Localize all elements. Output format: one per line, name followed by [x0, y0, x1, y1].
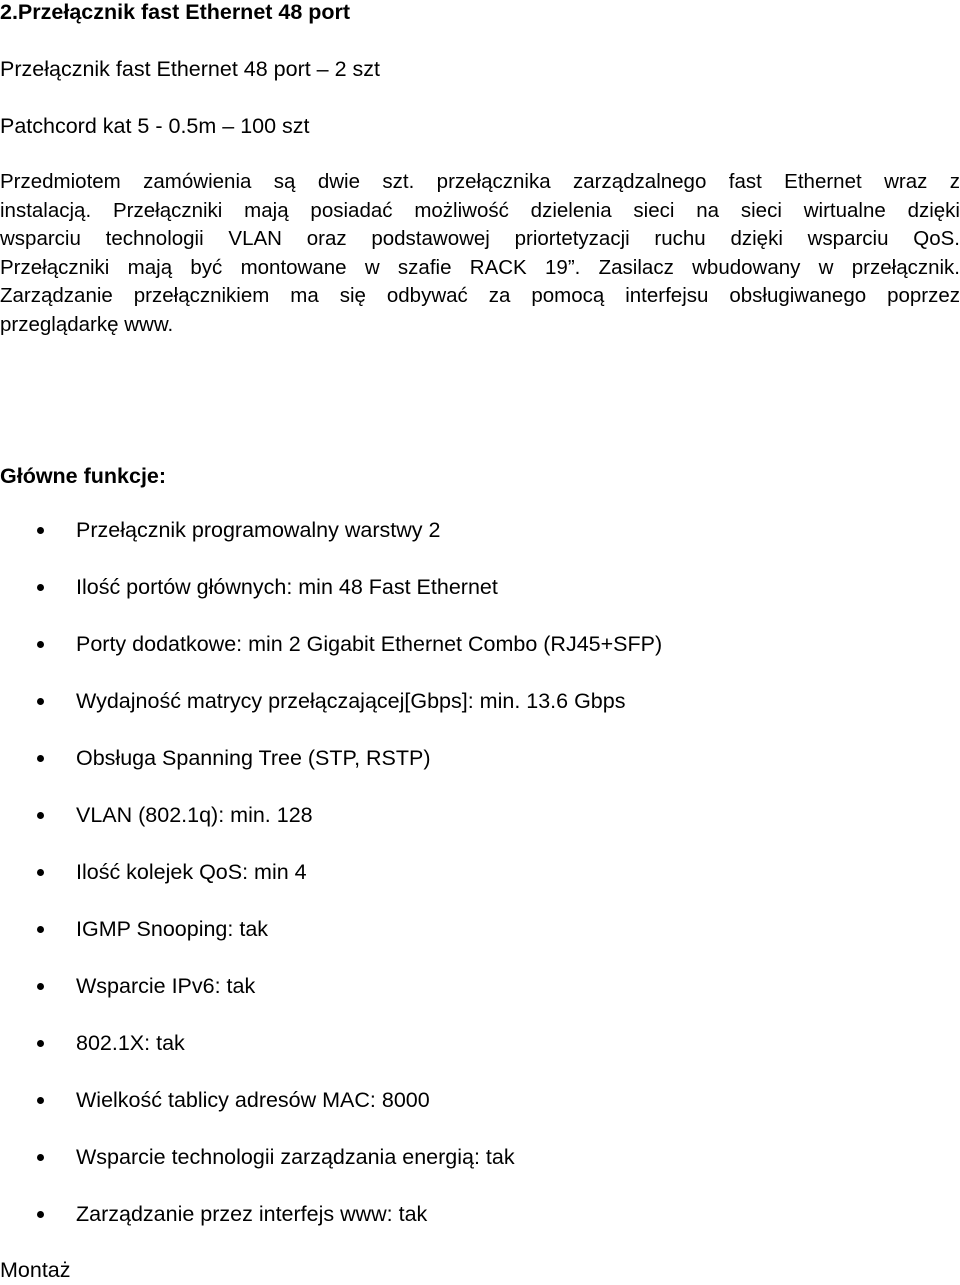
bullet-icon — [37, 983, 44, 990]
bullet-icon — [37, 584, 44, 591]
description-line: Przełączniki mają być montowane w szafie RACK 19”. Zasilacz wbudowany w przełącznik. — [0, 255, 960, 279]
bullet-icon — [37, 869, 44, 876]
item-switch: Przełącznik fast Ethernet 48 port – 2 szt — [0, 57, 381, 81]
description-line: wsparciu technologii VLAN oraz podstawowej priortetyzacji ruchu dzięki wsparciu QoS. — [0, 227, 960, 251]
footer-label: Montaż — [0, 1258, 71, 1282]
bullet-icon — [37, 755, 44, 762]
document-page: 2.Przełącznik fast Ethernet 48 port Przełącznik fast Ethernet 48 port – 2 szt Patchcord kat 5 - 0.5m – 100 szt Przedmiotem zamówienia są dwie szt. przełącznika zarządzalnego fast Ethernet wraz z instalacją. Przełączniki mają posiadać możliwość dzielenia sieci na sieci wirtualne dzięki wsparciu technologii VLAN oraz podstawowej priortetyzacji ruchu dzięki wsparciu QoS. Przełączniki mają być montowane w szafie RACK 19”. Zasilacz wbudowany w przełącznik. Zarządzanie przełącznikiem ma się odbywać za pomocą interfejsu obsługiwanego poprzez przeglądarkę www. Główne funkcje: Przełącznik programowalny warstwy 2 Ilość portów głównych: min 48 Fast Ethernet Porty dodatkowe: min 2 Gigabit Ethernet Combo (RJ45+SFP) Wydajność matrycy przełączającej[Gbps]: min. 13.6 Gbps Obsługa Spanning Tree (STP, RSTP) VLAN (802.1q): min. 128 Ilość kolejek QoS: min 4 IGMP Snooping: tak Wsparcie IPv6: tak 802.1X: tak Wielkość tablicy adresów MAC: 8000 Wsparcie technologii zarządzania energią: tak Zarządzanie przez interfejs www: tak Montaż — [0, 0, 960, 1281]
bullet-icon — [37, 698, 44, 705]
description-line: Zarządzanie przełącznikiem ma się odbywać za pomocą interfejsu obsługiwanego poprzez — [0, 284, 960, 308]
bullet-icon — [37, 641, 44, 648]
description-line: Przedmiotem zamówienia są dwie szt. przełącznika zarządzalnego fast Ethernet wraz z — [0, 170, 960, 193]
description-line: instalacją. Przełączniki mają posiadać możliwość dzielenia sieci na sieci wirtualne dzięki — [0, 198, 960, 222]
functions-heading: Główne funkcje: — [0, 464, 167, 488]
bullet-icon — [37, 1040, 44, 1047]
bullet-icon — [37, 926, 44, 933]
bullet-icon — [37, 1097, 44, 1104]
description-line: przeglądarkę www. — [0, 312, 174, 336]
bullet-icon — [37, 1154, 44, 1161]
item-patchcord: Patchcord kat 5 - 0.5m – 100 szt — [0, 114, 310, 138]
description-paragraph — [0, 168, 960, 340]
bullet-icon — [37, 812, 44, 819]
bullet-icon — [37, 527, 44, 534]
bullet-icon — [37, 1211, 44, 1218]
section-title: 2.Przełącznik fast Ethernet 48 port — [0, 0, 351, 24]
